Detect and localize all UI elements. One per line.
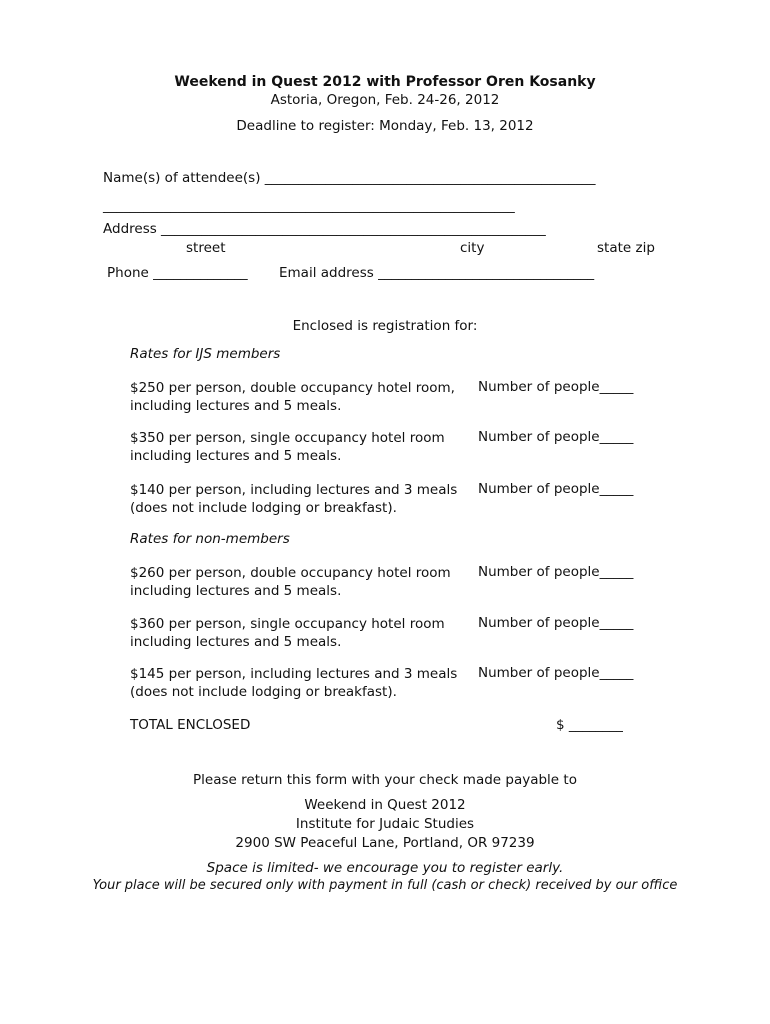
rate-line2: including lectures and 5 meals. bbox=[130, 398, 342, 414]
member-lectures-count-field[interactable]: Number of people_____ bbox=[478, 481, 634, 497]
member-rate-single bbox=[130, 429, 445, 465]
total-enclosed-field[interactable]: $ ________ bbox=[556, 717, 623, 733]
rate-line1: $260 per person, double occupancy hotel room bbox=[130, 565, 451, 581]
rate-line2: including lectures and 5 meals. bbox=[130, 634, 342, 650]
institute-name: Institute for Judaic Studies bbox=[295, 816, 475, 832]
total-enclosed-label: TOTAL ENCLOSED bbox=[130, 717, 251, 733]
nonmember-double-count-field[interactable]: Number of people_____ bbox=[478, 564, 634, 580]
rate-line1: $360 per person, single occupancy hotel room bbox=[130, 616, 445, 632]
payment-secured-note: Your place will be secured only with payment in full (cash or check) received by our office bbox=[92, 878, 678, 893]
rate-line2: (does not include lodging or breakfast). bbox=[130, 500, 397, 516]
rate-line1: $145 per person, including lectures and 3 meals bbox=[130, 666, 458, 682]
registration-intro: Enclosed is registration for: bbox=[292, 318, 478, 334]
rate-line2: including lectures and 5 meals. bbox=[130, 448, 342, 464]
rate-line1: $250 per person, double occupancy hotel room, bbox=[130, 380, 455, 396]
member-single-count-field[interactable]: Number of people_____ bbox=[478, 429, 634, 445]
members-heading: Rates for IJS members bbox=[130, 346, 281, 362]
email-field[interactable]: Email address ________________________________ bbox=[279, 265, 595, 281]
rate-line2: (does not include lodging or breakfast). bbox=[130, 684, 397, 700]
form-title: Weekend in Quest 2012 with Professor Oren Kosanky bbox=[174, 74, 596, 90]
nonmember-lectures-count-field[interactable]: Number of people_____ bbox=[478, 665, 634, 681]
rate-line1: $140 per person, including lectures and 3 meals bbox=[130, 482, 458, 498]
state-zip-caption: state zip bbox=[597, 240, 655, 256]
nonmember-single-count-field[interactable]: Number of people_____ bbox=[478, 615, 634, 631]
event-location: Astoria, Oregon, Feb. 24-26, 2012 bbox=[270, 92, 500, 108]
nonmember-rate-lectures bbox=[130, 665, 457, 701]
attendee-names-line2[interactable]: _____________________________________________________________ bbox=[103, 198, 515, 214]
member-rate-double bbox=[130, 379, 455, 415]
rate-line2: including lectures and 5 meals. bbox=[130, 583, 342, 599]
space-limited-note: Space is limited- we encourage you to register early. bbox=[206, 860, 564, 876]
return-instructions: Please return this form with your check made payable to bbox=[193, 772, 577, 788]
registration-deadline: Deadline to register: Monday, Feb. 13, 2012 bbox=[236, 118, 534, 134]
city-caption: city bbox=[460, 240, 485, 256]
member-rate-lectures bbox=[130, 481, 457, 517]
rate-line1: $350 per person, single occupancy hotel room bbox=[130, 430, 445, 446]
attendee-names-field[interactable]: Name(s) of attendee(s) _________________________________________________ bbox=[103, 170, 596, 186]
street-caption: street bbox=[186, 240, 226, 256]
phone-field[interactable]: Phone ______________ bbox=[107, 265, 248, 281]
nonmembers-heading: Rates for non-members bbox=[130, 531, 290, 547]
nonmember-rate-double bbox=[130, 564, 451, 600]
institute-address: 2900 SW Peaceful Lane, Portland, OR 97239 bbox=[235, 835, 535, 851]
member-double-count-field[interactable]: Number of people_____ bbox=[478, 379, 634, 395]
nonmember-rate-single bbox=[130, 615, 445, 651]
payee-name: Weekend in Quest 2012 bbox=[304, 797, 466, 813]
address-field[interactable]: Address _________________________________________________________ bbox=[103, 221, 546, 237]
